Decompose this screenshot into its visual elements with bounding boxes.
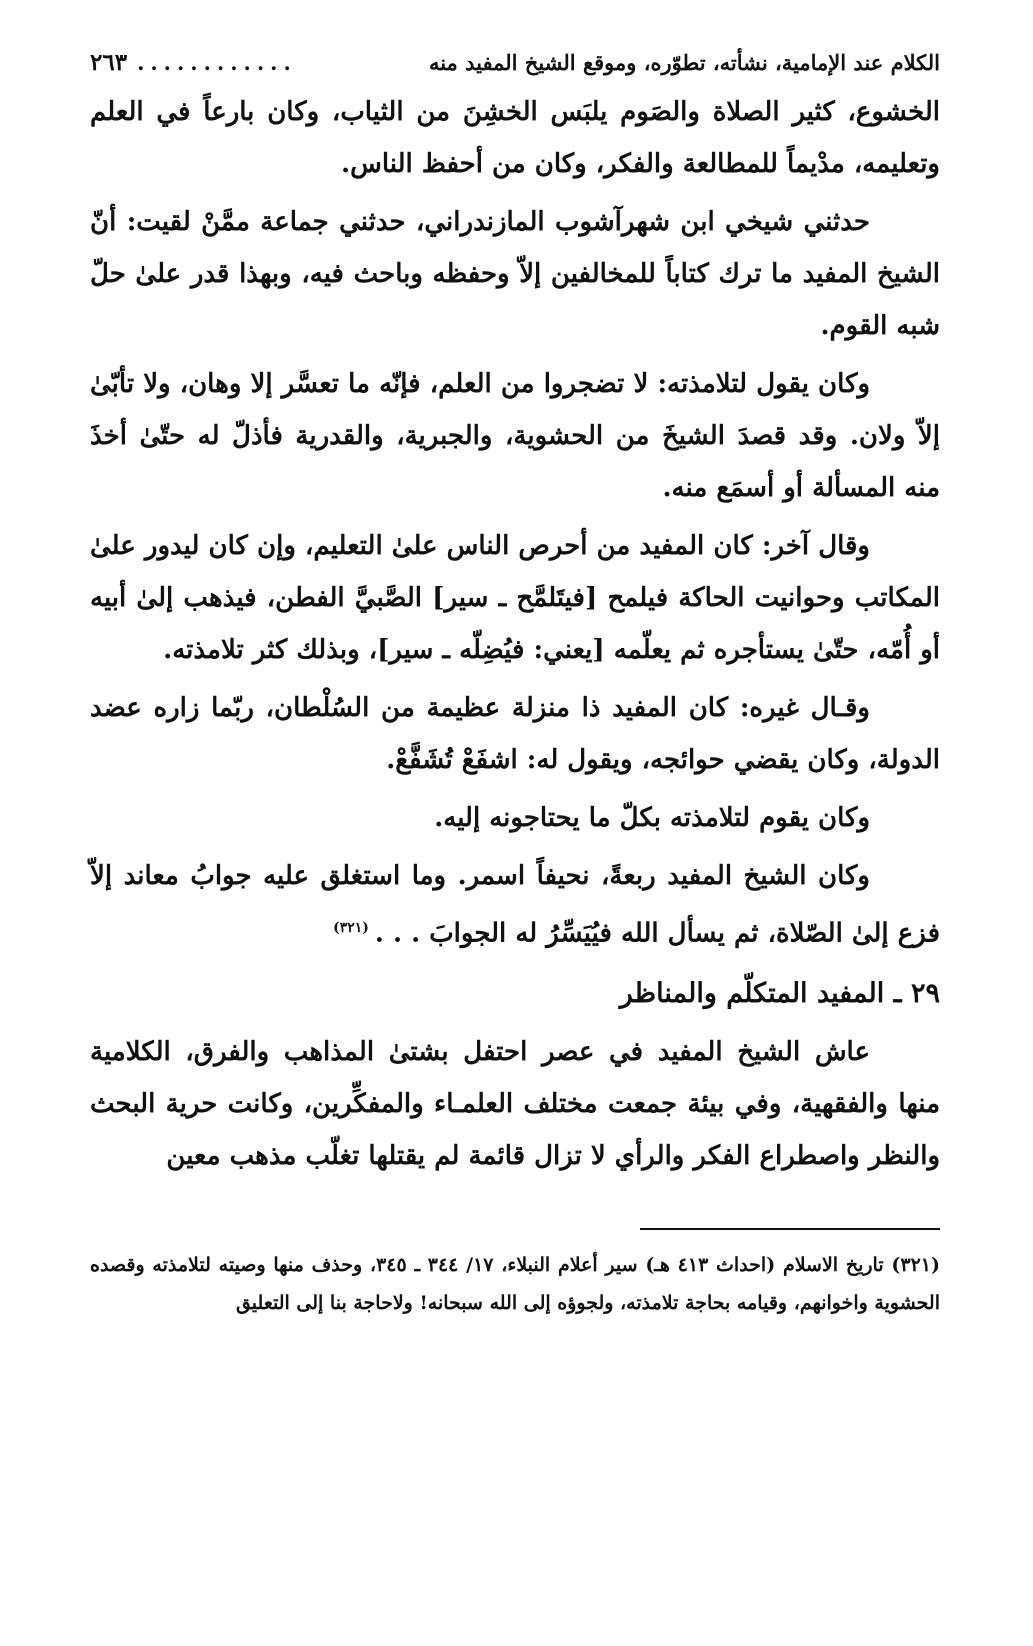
footnote-reference: (٣٢١) [333,920,369,936]
paragraph: حدثني شيخي ابن شهرآشوب المازندراني، حدثني جماعة ممَّنْ لقيت: أنّ الشيخ المفيد ما ترك كتاباً للمخالفين إلاّ وحفظه وباحث فيه، وبهذا قدر علىٰ حلّ شبه القوم. [90,207,940,341]
paragraph: وقال آخر: كان المفيد من أحرص الناس علىٰ التعليم، وإن كان ليدور علىٰ المكاتب وحوانيت الحاكة فيلمح [فيتَلمَّح ـ سير] الصَّبيَّ الفطن، فيذهب إلىٰ أبيه أو أُمّه، حتّىٰ يستأجره ثم يعلّمه [يعني: فيُضِلّه ـ سير]، وبذلك كثر تلامذته. [90,531,940,665]
section-heading: ٢٩ ـ المفيد المتكلّم والمناظر [619,977,940,1009]
paragraph: وكان يقوم لتلامذته بكلّ ما يحتاجونه إليه. [434,803,870,833]
running-title: الكلام عند الإمامية، نشأته، تطوّره، وموقع الشيخ المفيد منه [428,50,940,75]
leader-dots: ............ [137,50,297,75]
section-paragraph: عاش الشيخ المفيد في عصر احتفل بشتىٰ المذاهب والفرق، الكلامية منها والفقهية، وفي بيئة جمعت مختلف العلمـاء والمفكِّرين، وكانت حرية البحث والنظر واصطراع الفكر والرأي لا تزال قائمة لم يقتلها تغلّب مذهب معين [90,1036,940,1171]
body-text [90,86,940,1182]
page-header [90,40,940,86]
paragraph: وكان يقول لتلامذته: لا تضجروا من العلم، فإنّه ما تعسَّر إلا وهان، ولا تأبّىٰ إلاّ ولان. وقد قصدَ الشيخَ من الحشوية، والجبرية، والقدرية فأذلّ له حتّىٰ أخذَ منه المسألة أو أسمَع منه. [90,369,940,503]
book-page [90,40,940,1322]
footnote: (٣٢١) تاريخ الاسلام (احداث ٤١٣ هـ) سير أعلام النبلاء، ١٧/ ٣٤٤ ـ ٣٤٥، وحذف منها وصيته لتلامذته وقصده الحشوية واخوانهم، وقيامه بحاجة تلامذته، ولجوؤه إلى الله سبحانه! ولاحاجة بنا إلى التعليق [90,1253,940,1314]
footnote-separator-wrap [90,1188,940,1246]
page-number: ٢٦٣ [90,49,128,76]
paragraph: وقـال غيره: كان المفيد ذا منزلة عظيمة من السُلْطان، ربّما زاره عضد الدولة، وكان يقضي حوائجه، ويقول له: اشفَعْ تُشَفَّعْ. [90,693,940,775]
paragraph: الخشوع، كثير الصلاة والصَوم يلبَس الخشِنَ من الثياب، وكان بارعاً في العلم وتعليمه، مدْيماً للمطالعة والفكر، وكان من أحفظ الناس. [90,97,940,179]
paragraph-with-footnote-ref [90,850,940,960]
paragraph-text: وكان الشيخ المفيد ربعةً، نحيفاً اسمر. وما استغلق عليه جوابُ معاند إلاّ فزع إلىٰ الصّلاة، ثم يسأل الله فيُيَسِّرُ له الجوابَ . . . [90,861,940,949]
footnote-separator [640,1228,940,1230]
